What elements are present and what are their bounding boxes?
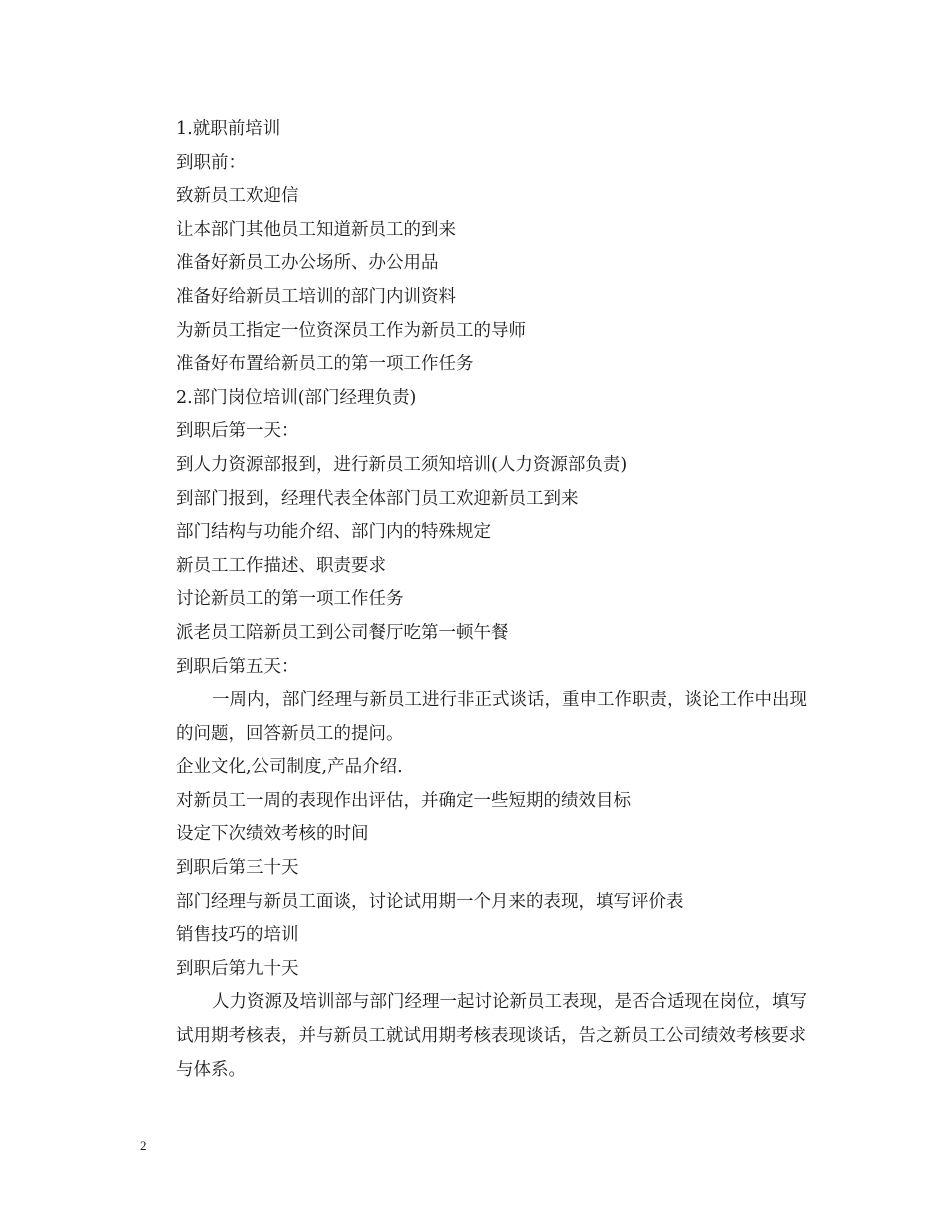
section-heading-pre-job-training: 1.就职前培训 <box>176 119 281 139</box>
text-line: 准备好新员工办公场所、办公用品 <box>176 253 439 274</box>
document-body <box>140 113 815 1087</box>
paragraph-first-week-talk <box>140 684 815 751</box>
text-line: 致新员工欢迎信 <box>176 186 299 207</box>
page-number: 2 <box>140 1138 147 1153</box>
text-line: 到人力资源部报到，进行新员工须知培训(人力资源部负责) <box>176 454 628 475</box>
paragraph-line: 与体系。 <box>176 1059 246 1080</box>
text-line: 派老员工陪新员工到公司餐厅吃第一顿午餐 <box>176 622 509 643</box>
text-line: 设定下次绩效考核的时间 <box>176 824 369 845</box>
paragraph-line: 一周内，部门经理与新员工进行非正式谈话，重申工作职责，谈论工作中出现 <box>212 690 807 711</box>
subheading-before-arrival: 到职前： <box>176 152 246 173</box>
text-line: 部门结构与功能介绍、部门内的特殊规定 <box>176 522 491 543</box>
text-line: 为新员工指定一位资深员工作为新员工的导师 <box>176 320 526 341</box>
text-line: 销售技巧的培训 <box>176 925 299 946</box>
paragraph-line: 试用期考核表，并与新员工就试用期考核表现谈话，告之新员工公司绩效考核要求 <box>176 1026 806 1047</box>
paragraph-line: 的问题，回答新员工的提问。 <box>176 723 404 744</box>
text-line: 准备好给新员工培训的部门内训资料 <box>176 286 456 307</box>
section-heading-department-training: 2.部门岗位培训(部门经理负责) <box>176 387 417 408</box>
subheading-day-ninety: 到职后第九十天 <box>176 958 299 979</box>
paragraph-line: 人力资源及培训部与部门经理一起讨论新员工表现，是否合适现在岗位，填写 <box>212 992 807 1013</box>
subheading-day-five: 到职后第五天： <box>176 656 299 677</box>
text-line: 部门经理与新员工面谈，讨论试用期一个月来的表现，填写评价表 <box>176 891 684 912</box>
text-line: 对新员工一周的表现作出评估，并确定一些短期的绩效目标 <box>176 790 631 811</box>
subheading-day-one: 到职后第一天： <box>176 421 299 442</box>
text-line: 企业文化,公司制度,产品介绍. <box>176 757 403 778</box>
paragraph-probation-review <box>140 986 815 1087</box>
text-line: 讨论新员工的第一项工作任务 <box>176 589 404 610</box>
text-line: 新员工工作描述、职责要求 <box>176 555 386 576</box>
text-line: 到部门报到，经理代表全体部门员工欢迎新员工到来 <box>176 488 579 509</box>
text-line: 准备好布置给新员工的第一项工作任务 <box>176 354 474 375</box>
text-line: 让本部门其他员工知道新员工的到来 <box>176 219 456 240</box>
subheading-day-thirty: 到职后第三十天 <box>176 858 299 879</box>
